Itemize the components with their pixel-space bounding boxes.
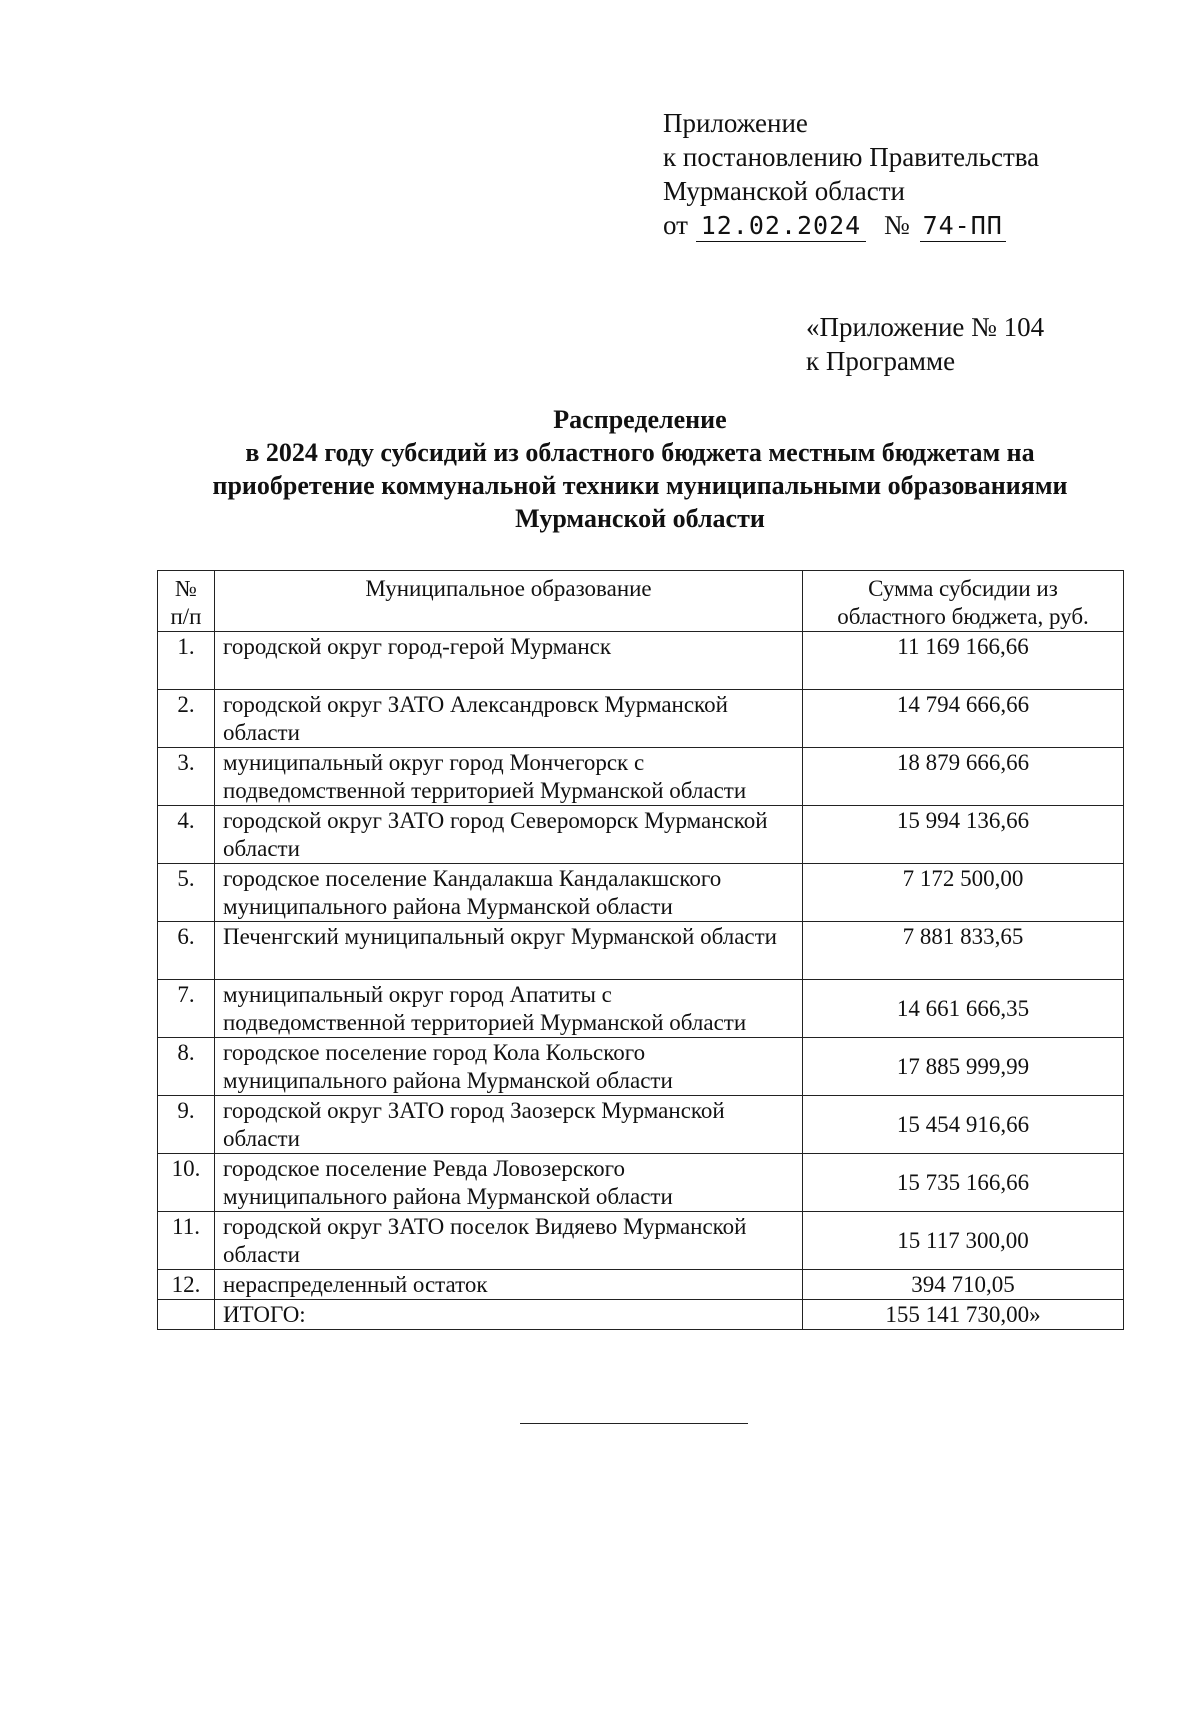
- row-sum: 15 735 166,66: [803, 1154, 1124, 1212]
- number-sign: №: [883, 210, 910, 240]
- row-sum: 11 169 166,66: [803, 632, 1124, 690]
- program-appendix-reference: [806, 310, 1044, 378]
- table-row: [158, 1096, 1124, 1154]
- row-number: 2.: [158, 690, 215, 748]
- row-municipality: городское поселение Кандалакша Кандалакшского муниципального района Мурманской области: [215, 864, 803, 922]
- approval-line-1: Приложение: [663, 108, 808, 138]
- header-municipality: Муниципальное образование: [215, 571, 803, 632]
- table-row: [158, 632, 1124, 690]
- table-row: [158, 748, 1124, 806]
- row-municipality: Печенгский муниципальный округ Мурманской области: [215, 922, 803, 980]
- title-line-3: приобретение коммунальной техники муниципальными образованиями: [212, 471, 1068, 500]
- table-row: [158, 980, 1124, 1038]
- row-number: 9.: [158, 1096, 215, 1154]
- program-ref-line-2: к Программе: [806, 346, 956, 376]
- title-line-2: в 2024 году субсидий из областного бюджета местным бюджетам на: [245, 438, 1035, 467]
- row-number: 4.: [158, 806, 215, 864]
- approval-date-line: [663, 208, 1083, 242]
- row-sum: 7 881 833,65: [803, 922, 1124, 980]
- table-row: [158, 1212, 1124, 1270]
- table-row: [158, 864, 1124, 922]
- closing-divider: [520, 1423, 748, 1424]
- row-municipality: городской округ город-герой Мурманск: [215, 632, 803, 690]
- row-number: 3.: [158, 748, 215, 806]
- table-header-row: [158, 571, 1124, 632]
- row-municipality: городское поселение Ревда Ловозерского муниципального района Мурманской области: [215, 1154, 803, 1212]
- title-line-1: Распределение: [553, 405, 727, 434]
- row-sum: 7 172 500,00: [803, 864, 1124, 922]
- subsidy-distribution-table: [157, 570, 1124, 1330]
- row-number: 7.: [158, 980, 215, 1038]
- table-row: [158, 690, 1124, 748]
- row-municipality: муниципальный округ город Апатиты с подведомственной территорией Мурманской области: [215, 980, 803, 1038]
- title-line-4: Мурманской области: [515, 504, 765, 533]
- row-sum: 15 994 136,66: [803, 806, 1124, 864]
- row-municipality: нераспределенный остаток: [215, 1270, 803, 1300]
- approval-line-3: Мурманской области: [663, 176, 905, 206]
- row-sum: 394 710,05: [803, 1270, 1124, 1300]
- table-row: [158, 922, 1124, 980]
- row-number: 1.: [158, 632, 215, 690]
- total-label: ИТОГО:: [215, 1300, 803, 1330]
- row-municipality: городской округ ЗАТО Александровск Мурманской области: [215, 690, 803, 748]
- header-subsidy-sum: Сумма субсидии из областного бюджета, руб.: [803, 571, 1124, 632]
- row-sum: 14 661 666,35: [803, 980, 1124, 1038]
- row-sum: 15 117 300,00: [803, 1212, 1124, 1270]
- total-number: [158, 1300, 215, 1330]
- approval-line-2: к постановлению Правительства: [663, 142, 1040, 172]
- row-number: 12.: [158, 1270, 215, 1300]
- date-prefix: от: [663, 210, 688, 240]
- total-sum: 155 141 730,00»: [803, 1300, 1124, 1330]
- resolution-number: 74-ПП: [920, 211, 1006, 242]
- row-number: 5.: [158, 864, 215, 922]
- row-municipality: городской округ ЗАТО город Заозерск Мурманской области: [215, 1096, 803, 1154]
- table-row: [158, 1154, 1124, 1212]
- row-municipality: городской округ ЗАТО поселок Видяево Мурманской области: [215, 1212, 803, 1270]
- table-row: [158, 1270, 1124, 1300]
- approval-header: [663, 106, 1083, 242]
- row-sum: 15 454 916,66: [803, 1096, 1124, 1154]
- table-total-row: [158, 1300, 1124, 1330]
- program-ref-line-1: «Приложение № 104: [806, 312, 1045, 342]
- header-number: № п/п: [158, 571, 215, 632]
- row-sum: 14 794 666,66: [803, 690, 1124, 748]
- table-row: [158, 1038, 1124, 1096]
- row-municipality: муниципальный округ город Мончегорск с подведомственной территорией Мурманской области: [215, 748, 803, 806]
- document-title: [110, 403, 1170, 535]
- row-municipality: городское поселение город Кола Кольского муниципального района Мурманской области: [215, 1038, 803, 1096]
- row-sum: 17 885 999,99: [803, 1038, 1124, 1096]
- row-sum: 18 879 666,66: [803, 748, 1124, 806]
- resolution-date: 12.02.2024: [696, 211, 866, 242]
- row-number: 11.: [158, 1212, 215, 1270]
- row-number: 10.: [158, 1154, 215, 1212]
- row-number: 6.: [158, 922, 215, 980]
- row-municipality: городской округ ЗАТО город Североморск Мурманской области: [215, 806, 803, 864]
- table-row: [158, 806, 1124, 864]
- row-number: 8.: [158, 1038, 215, 1096]
